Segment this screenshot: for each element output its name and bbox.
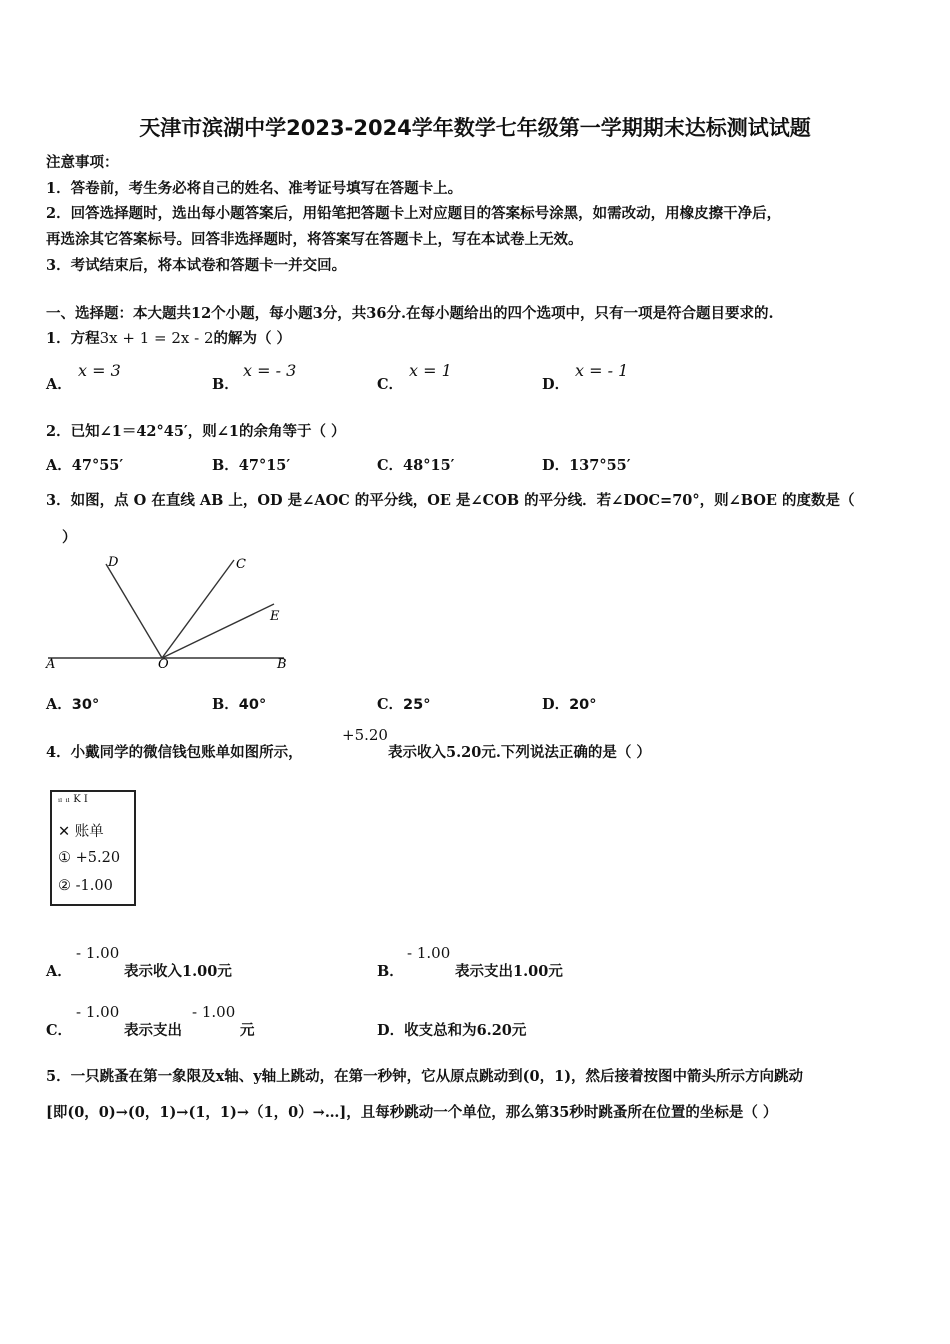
- section-heading: 一、选择题：本大题共12个小题，每小题3分，共36分.在每小题给出的四个选项中，只有一项是符合题目要求的.: [46, 305, 774, 322]
- q4-option-d: D．收支总和为6.20元: [377, 1022, 527, 1039]
- q4-option-b-text: 表示支出1.00元: [455, 963, 563, 980]
- wallet-bill-image: [50, 790, 136, 906]
- ray-oe: [162, 604, 274, 658]
- q3-option-c: C．25°: [377, 696, 431, 713]
- notice-item-1: 1．答卷前，考生务必将自己的姓名、准考证号填写在答题卡上。: [46, 180, 463, 197]
- question-2: 2．已知∠1＝42°45′，则∠1的余角等于（ ）: [46, 423, 346, 440]
- notice-heading: 注意事项：: [46, 154, 119, 171]
- q4-option-a-text: 表示收入1.00元: [124, 963, 232, 980]
- q1-option-b-value: x = - 3: [243, 361, 297, 380]
- label-o: O: [158, 657, 169, 672]
- q1-suffix: 的解为（ ）: [213, 330, 292, 347]
- q2-option-a: A．47°55′: [46, 457, 124, 474]
- q1-option-c-label: C．: [377, 376, 404, 393]
- wallet-title: ✕ 账单: [58, 824, 104, 840]
- wallet-status-bar: ᵢₗ ᵢₗ K I: [58, 794, 88, 805]
- q4-option-a-label: A．: [46, 963, 72, 980]
- question-4-suffix: 表示收入5.20元.下列说法正确的是（ ）: [388, 744, 651, 761]
- question-1: [46, 327, 291, 348]
- question-5-line-1: 5．一只跳蚤在第一象限及x轴、y轴上跳动，在第一秒钟，它从原点跳动到(0，1)，然后接着按图中箭头所示方向跳动: [46, 1068, 804, 1085]
- q1-option-a-label: A．: [46, 376, 72, 393]
- angle-figure: [44, 550, 294, 672]
- q4-option-a-num: - 1.00: [76, 944, 120, 962]
- q1-option-c-value: x = 1: [409, 361, 452, 380]
- q4-option-c-text: 表示支出: [124, 1022, 182, 1039]
- q4-option-b-label: B．: [377, 963, 404, 980]
- q4-option-b-num: - 1.00: [407, 944, 451, 962]
- q3-option-d: D．20°: [542, 696, 597, 713]
- q3-option-a: A．30°: [46, 696, 100, 713]
- q3-option-b: B．40°: [212, 696, 267, 713]
- notice-item-2: 2．回答选择题时，选出每小题答案后，用铅笔把答题卡上对应题目的答案标号涂黑，如需改动，用橡皮擦干净后，: [46, 205, 782, 222]
- page-title: 天津市滨湖中学2023-2024学年数学七年级第一学期期末达标测试试题: [139, 116, 811, 140]
- q1-option-a-value: x = 3: [78, 361, 121, 380]
- wallet-item-2: ② -1.00: [58, 878, 113, 894]
- wallet-item-1: ① +5.20: [58, 850, 121, 866]
- label-a: A: [46, 657, 56, 672]
- label-e: E: [270, 609, 280, 624]
- label-d: D: [108, 555, 119, 570]
- q1-option-b-label: B．: [212, 376, 239, 393]
- q4-option-c-text2: 元: [240, 1022, 255, 1039]
- question-3: 3．如图，点 O 在直线 AB 上，OD 是∠AOC 的平分线，OE 是∠COB 的平分线．若∠DOC=70°，则∠BOE 的度数是（: [46, 492, 855, 509]
- question-4-number: +5.20: [342, 726, 388, 744]
- q1-option-d-value: x = - 1: [575, 361, 629, 380]
- q2-option-c: C．48°15′: [377, 457, 455, 474]
- q4-option-c-label: C．: [46, 1022, 73, 1039]
- question-3-cont: ）: [62, 529, 77, 546]
- q4-option-c-num2: - 1.00: [192, 1003, 236, 1021]
- label-c: C: [236, 557, 246, 572]
- q1-prefix: 1．方程: [46, 330, 100, 347]
- question-5-line-2: [即(0，0)→(0，1)→(1，1)→（1，0）→…]，且每秒跳动一个单位，那么第35秒时跳蚤所在位置的坐标是（ ）: [46, 1104, 778, 1121]
- q2-option-b: B．47°15′: [212, 457, 291, 474]
- label-b: B: [277, 657, 287, 672]
- q4-option-c-num: - 1.00: [76, 1003, 120, 1021]
- ray-od: [106, 564, 162, 658]
- notice-item-2-cont: 再选涂其它答案标号。回答非选择题时，将答案写在答题卡上，写在本试卷上无效。: [46, 231, 583, 248]
- q1-option-d-label: D．: [542, 376, 570, 393]
- q1-equation: 3x + 1 = 2x - 2: [99, 329, 214, 347]
- question-4-prefix: 4．小戴同学的微信钱包账单如图所示，: [46, 744, 303, 761]
- notice-item-3: 3．考试结束后，将本试卷和答题卡一并交回。: [46, 257, 347, 274]
- q2-option-d: D．137°55′: [542, 457, 631, 474]
- ray-oc: [162, 560, 234, 658]
